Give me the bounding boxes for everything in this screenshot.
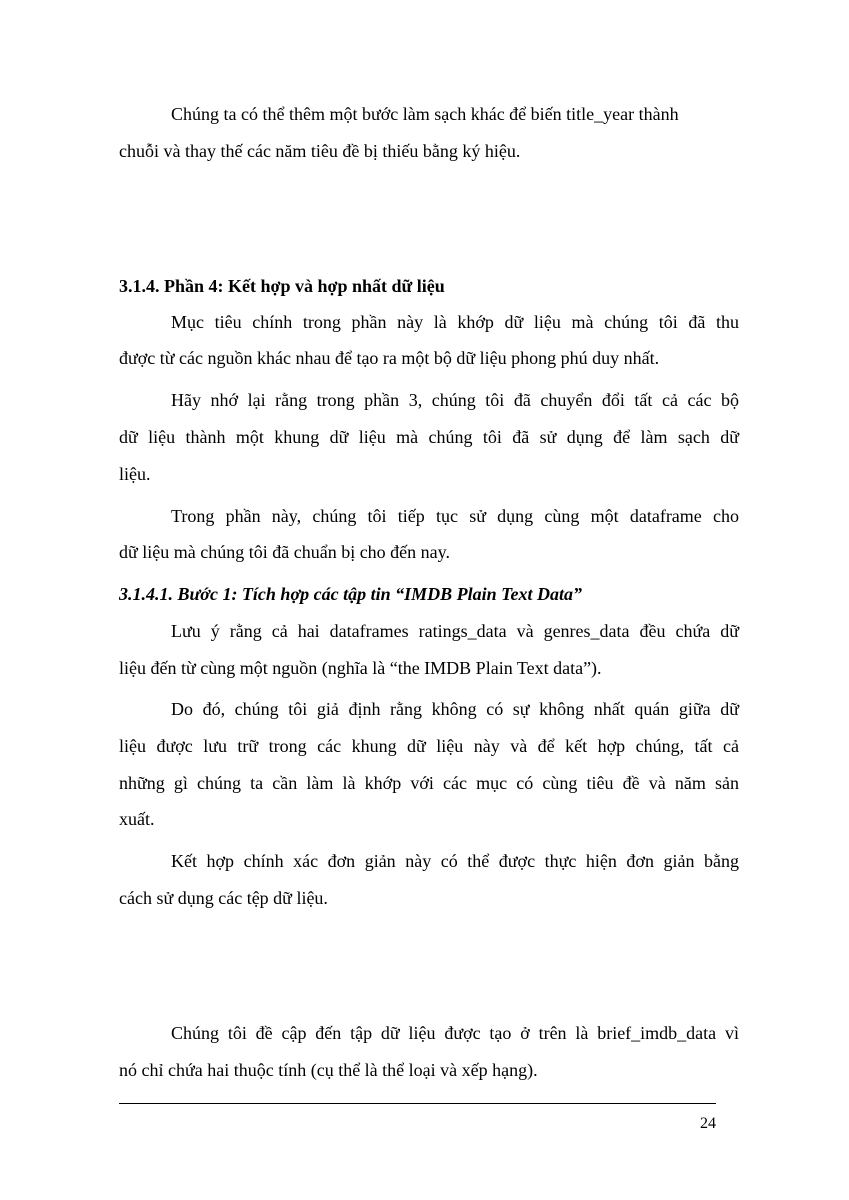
paragraph-line: xuất.: [119, 809, 155, 829]
paragraph-line: liệu được lưu trữ trong các khung dữ liệu này và để kết hợp chúng, tất cả: [119, 736, 739, 756]
paragraph-line: chuỗi và thay thế các năm tiêu đề bị thiếu bằng ký hiệu.: [119, 141, 521, 161]
paragraph-line: liệu.: [119, 464, 151, 484]
paragraph-line: Hãy nhớ lại rằng trong phần 3, chúng tôi đã chuyển đổi tất cả các bộ: [171, 390, 739, 410]
page-number: 24: [700, 1115, 716, 1132]
paragraph-line: Do đó, chúng tôi giả định rằng không có sự không nhất quán giữa dữ: [171, 699, 739, 719]
paragraph-line: cách sử dụng các tệp dữ liệu.: [119, 888, 328, 908]
paragraph-line: dữ liệu mà chúng tôi đã chuẩn bị cho đến nay.: [119, 542, 450, 562]
paragraph-line: những gì chúng ta cần làm là khớp với các mục có cùng tiêu đề và năm sản: [119, 773, 739, 793]
paragraph-line: Lưu ý rằng cả hai dataframes ratings_data và genres_data đều chứa dữ: [171, 621, 739, 641]
paragraph-line: Kết hợp chính xác đơn giản này có thể được thực hiện đơn giản bằng: [171, 851, 739, 871]
paragraph-line: Mục tiêu chính trong phần này là khớp dữ liệu mà chúng tôi đã thu: [171, 312, 739, 332]
paragraph-line: Trong phần này, chúng tôi tiếp tục sử dụng cùng một dataframe cho: [171, 506, 739, 526]
paragraph-line: liệu đến từ cùng một nguồn (nghĩa là “the IMDB Plain Text data”).: [119, 658, 602, 678]
paragraph-line: Chúng tôi đề cập đến tập dữ liệu được tạo ở trên là brief_imdb_data vì: [171, 1023, 739, 1043]
footer-divider: [119, 1103, 716, 1104]
section-heading: 3.1.4. Phần 4: Kết hợp và hợp nhất dữ liệu: [119, 276, 445, 296]
paragraph-line: dữ liệu thành một khung dữ liệu mà chúng tôi đã sử dụng để làm sạch dữ: [119, 427, 739, 447]
paragraph-line: được từ các nguồn khác nhau để tạo ra một bộ dữ liệu phong phú duy nhất.: [119, 348, 660, 368]
paragraph-line: Chúng ta có thể thêm một bước làm sạch khác để biến title_year thành: [171, 104, 679, 124]
paragraph-line: nó chỉ chứa hai thuộc tính (cụ thể là thể loại và xếp hạng).: [119, 1060, 538, 1080]
subsection-heading: 3.1.4.1. Bước 1: Tích hợp các tập tin “IMDB Plain Text Data”: [119, 584, 582, 604]
